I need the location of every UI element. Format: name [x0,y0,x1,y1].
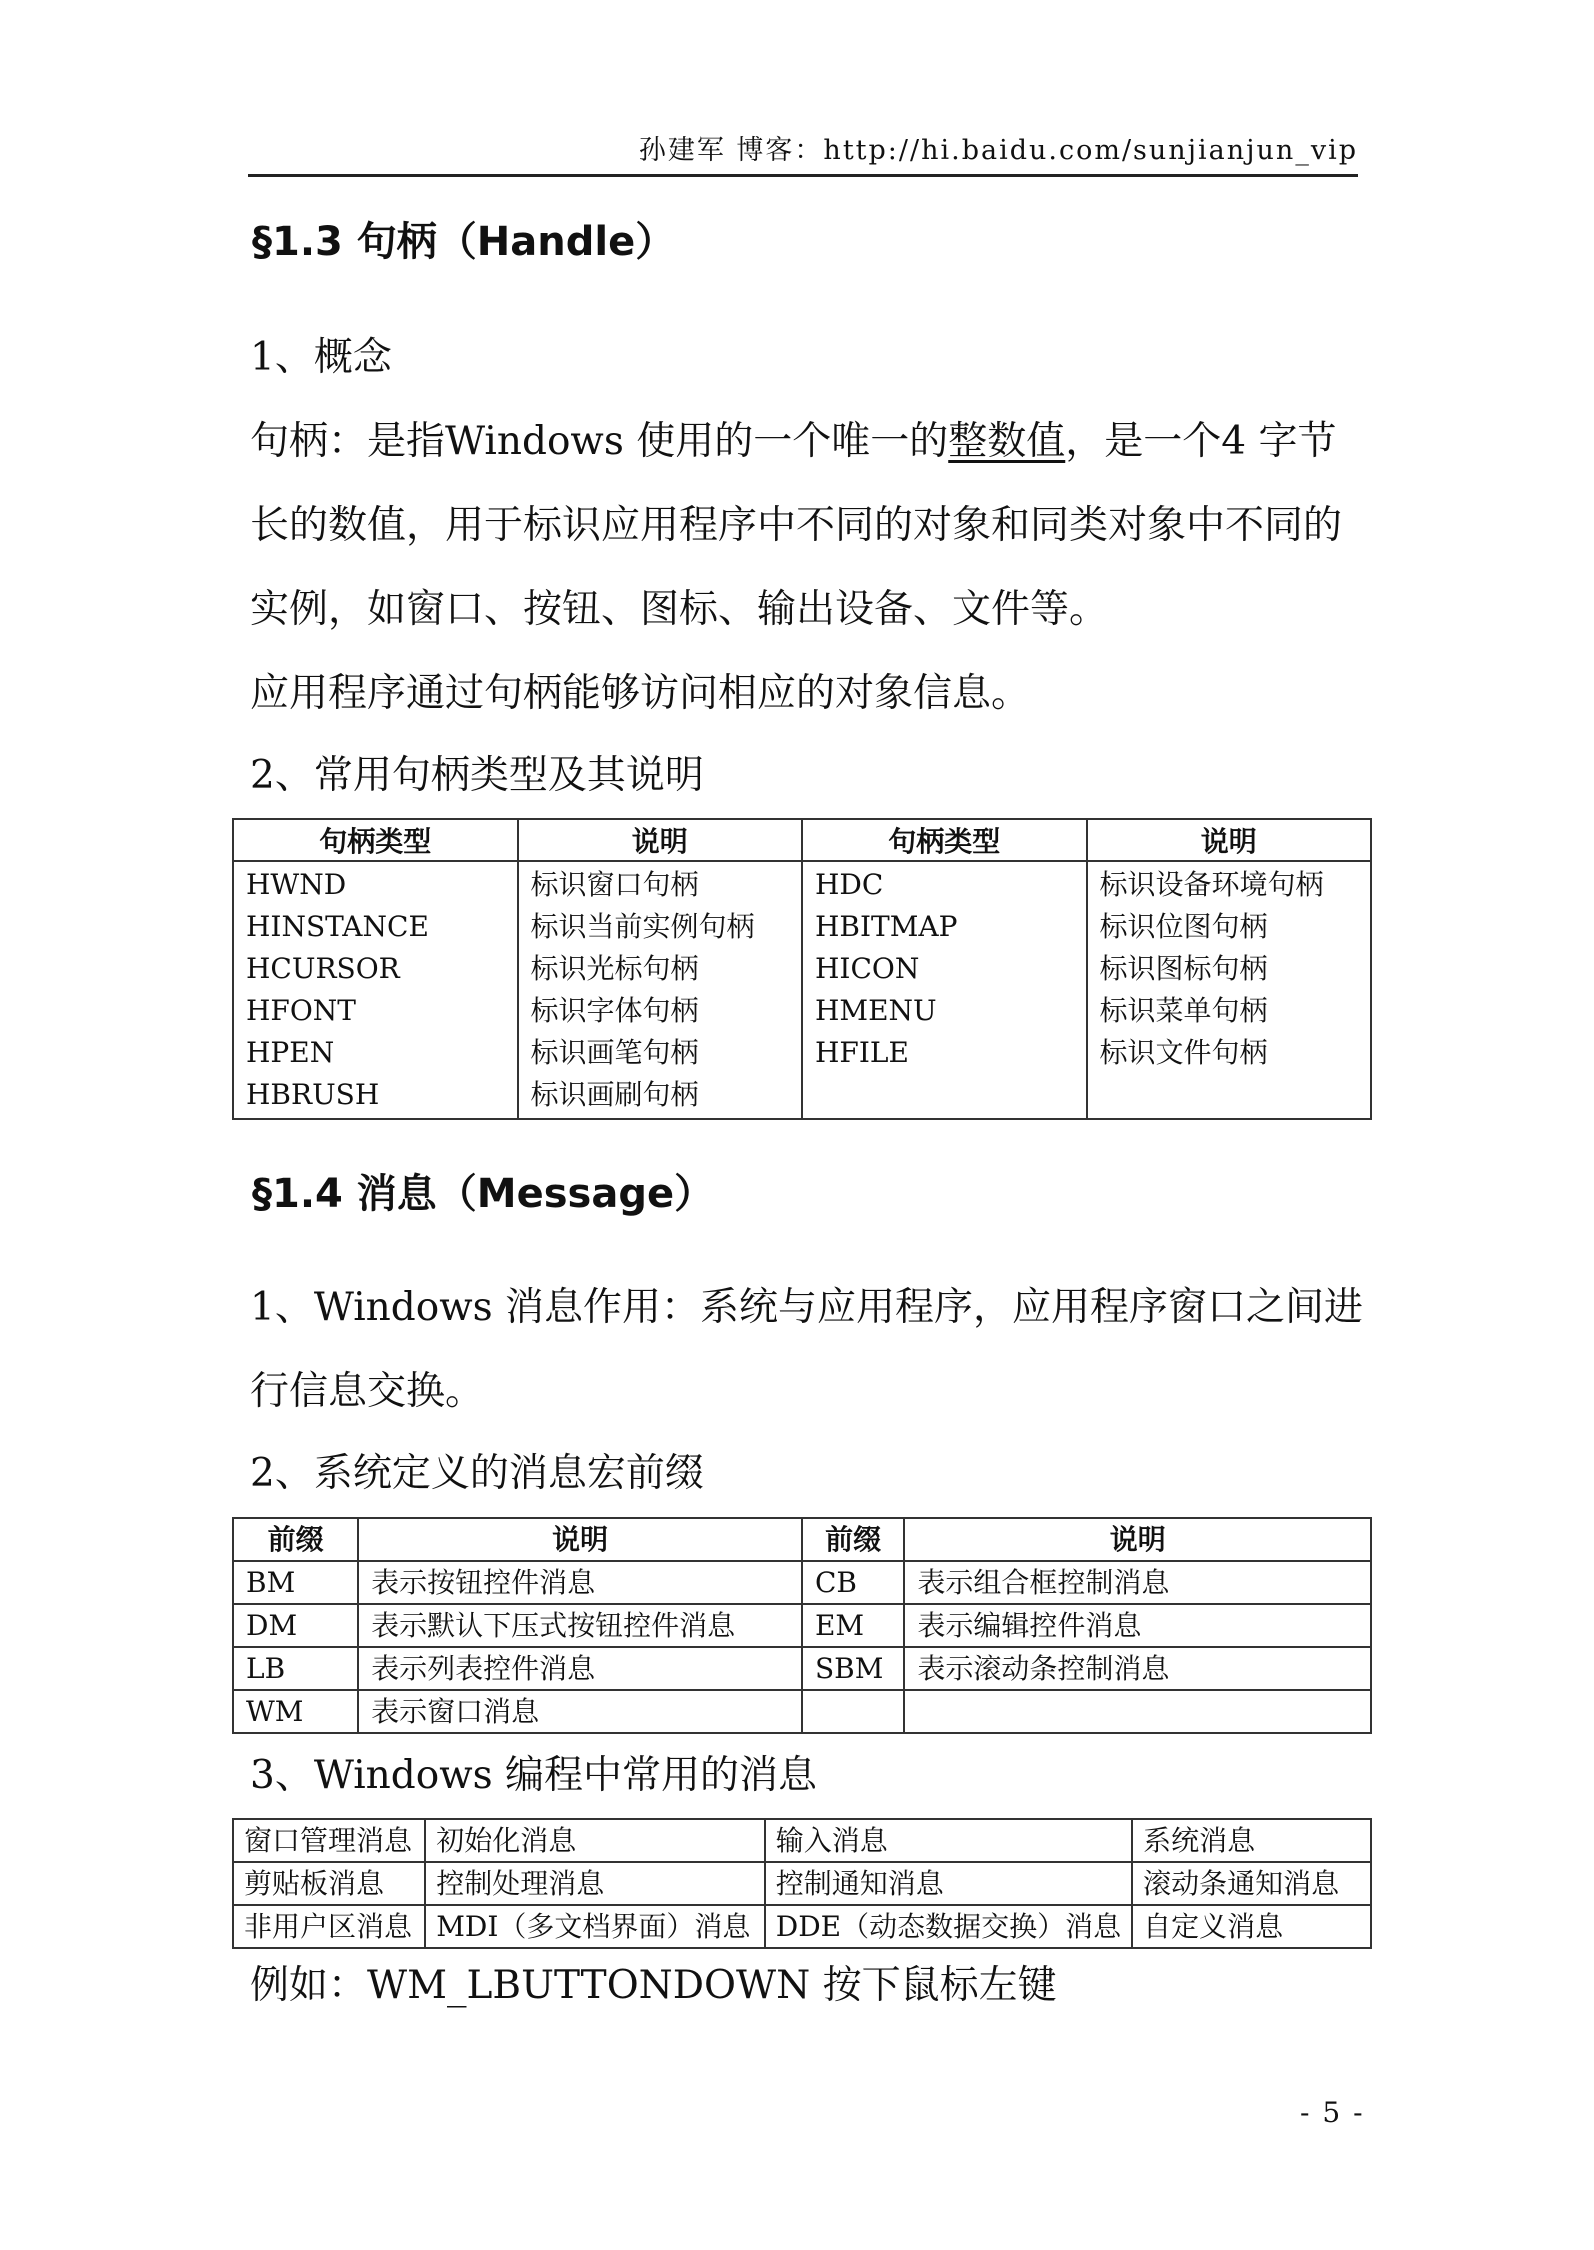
handle-type: HBRUSH [246,1078,380,1111]
prefix-desc-cell: 表示滚动条控制消息 [904,1647,1371,1690]
prefix-desc-cell: 表示按钮控件消息 [358,1561,802,1604]
page-header [248,126,1358,177]
example-line: 例如：WM_LBUTTONDOWN 按下鼠标左键 [250,1963,1057,2008]
prefix-cell: EM [802,1604,904,1647]
message-role-paragraph: 1、Windows 消息作用：系统与应用程序，应用程序窗口之间进行信息交换。 [250,1285,1364,1414]
handle-types-table [232,818,1372,1120]
handle-desc-column-1 [518,861,803,1119]
table-row [233,1905,1371,1948]
handle-desc: 标识设备环境句柄 [1099,868,1324,901]
message-prefix-table [232,1517,1372,1734]
prefix-cell: BM [233,1561,358,1604]
concept-heading: 1、概念 [250,335,392,380]
handle-desc: 标识位图句柄 [1099,910,1268,943]
table-header-cell: 句柄类型 [802,819,1087,861]
handle-type: HBITMAP [815,910,958,943]
table-row [233,1862,1371,1905]
handle-type: HFONT [246,994,356,1027]
prefix-table-header-row [233,1518,1371,1561]
message-category-cell: 窗口管理消息 [233,1819,425,1862]
section-1-3-title: §1.3 句柄（Handle） [252,219,676,265]
message-category-cell: 输入消息 [765,1819,1132,1862]
common-messages-heading: 3、Windows 编程中常用的消息 [250,1753,818,1798]
table-header-cell: 说明 [518,819,803,861]
table-header-cell: 前缀 [802,1518,904,1561]
handle-table-body-row [233,861,1371,1119]
prefix-heading: 2、系统定义的消息宏前缀 [250,1451,704,1496]
prefix-desc-cell: 表示列表控件消息 [358,1647,802,1690]
prefix-cell: LB [233,1647,358,1690]
prefix-cell: WM [233,1690,358,1733]
table-row [233,1604,1371,1647]
handle-type: HDC [815,868,884,901]
common-messages-table [232,1818,1372,1949]
message-category-cell: 非用户区消息 [233,1905,425,1948]
handle-type: HFILE [815,1036,909,1069]
handle-desc: 标识菜单句柄 [1099,994,1268,1027]
table-row [233,1819,1371,1862]
handle-desc: 标识当前实例句柄 [530,910,755,943]
table-header-cell: 说明 [904,1518,1371,1561]
prefix-cell: CB [802,1561,904,1604]
handle-definition-paragraph [250,400,1364,652]
handle-type: HWND [246,868,347,901]
handle-type: HINSTANCE [246,910,429,943]
handle-desc: 标识光标句柄 [530,952,699,985]
table-header-cell: 说明 [1087,819,1372,861]
handle-types-heading: 2、常用句柄类型及其说明 [250,753,704,798]
handle-type: HMENU [815,994,937,1027]
handle-type: HICON [815,952,920,985]
prefix-cell: DM [233,1604,358,1647]
message-category-cell: 控制处理消息 [425,1862,765,1905]
prefix-cell: SBM [802,1647,904,1690]
prefix-desc-cell [904,1690,1371,1733]
handle-type-column-2 [802,861,1087,1119]
handle-desc: 标识文件句柄 [1099,1036,1268,1069]
handle-access-paragraph: 应用程序通过句柄能够访问相应的对象信息。 [250,671,1031,716]
prefix-desc-cell: 表示组合框控制消息 [904,1561,1371,1604]
header-text: 孙建军 博客：http://hi.baidu.com/sunjianjun_vip [638,135,1358,166]
message-category-cell: MDI（多文档界面）消息 [425,1905,765,1948]
prefix-desc-cell: 表示默认下压式按钮控件消息 [358,1604,802,1647]
prefix-desc-cell: 表示窗口消息 [358,1690,802,1733]
handle-desc: 标识窗口句柄 [530,868,699,901]
table-header-cell: 前缀 [233,1518,358,1561]
handle-type-column-1 [233,861,518,1119]
definition-suffix: ，是一个4 字节长的数值，用于标识应用程序中不同的对象和同类对象中不同的实例，如窗口、按钮、图标、输出设备、文件等。 [250,419,1343,632]
definition-prefix: 句柄：是指Windows 使用的一个唯一的 [250,419,949,464]
handle-type: HPEN [246,1036,335,1069]
section-1-4-title: §1.4 消息（Message） [252,1171,715,1217]
handle-desc-column-2 [1087,861,1372,1119]
table-row [233,1561,1371,1604]
handle-table-header-row [233,819,1371,861]
message-category-cell: DDE（动态数据交换）消息 [765,1905,1132,1948]
message-category-cell: 滚动条通知消息 [1132,1862,1371,1905]
page-number: - 5 - [1300,2096,1365,2129]
handle-type: HCURSOR [246,952,400,985]
table-header-cell: 句柄类型 [233,819,518,861]
message-category-cell: 系统消息 [1132,1819,1371,1862]
message-category-cell: 控制通知消息 [765,1862,1132,1905]
handle-desc: 标识字体句柄 [530,994,699,1027]
handle-desc: 标识图标句柄 [1099,952,1268,985]
message-category-cell: 初始化消息 [425,1819,765,1862]
prefix-cell [802,1690,904,1733]
handle-desc: 标识画笔句柄 [530,1036,699,1069]
message-category-cell: 自定义消息 [1132,1905,1371,1948]
table-header-cell: 说明 [358,1518,802,1561]
message-category-cell: 剪贴板消息 [233,1862,425,1905]
table-row [233,1690,1371,1733]
prefix-desc-cell: 表示编辑控件消息 [904,1604,1371,1647]
handle-desc: 标识画刷句柄 [530,1078,699,1111]
table-row [233,1647,1371,1690]
definition-underlined-term: 整数值 [948,419,1066,464]
